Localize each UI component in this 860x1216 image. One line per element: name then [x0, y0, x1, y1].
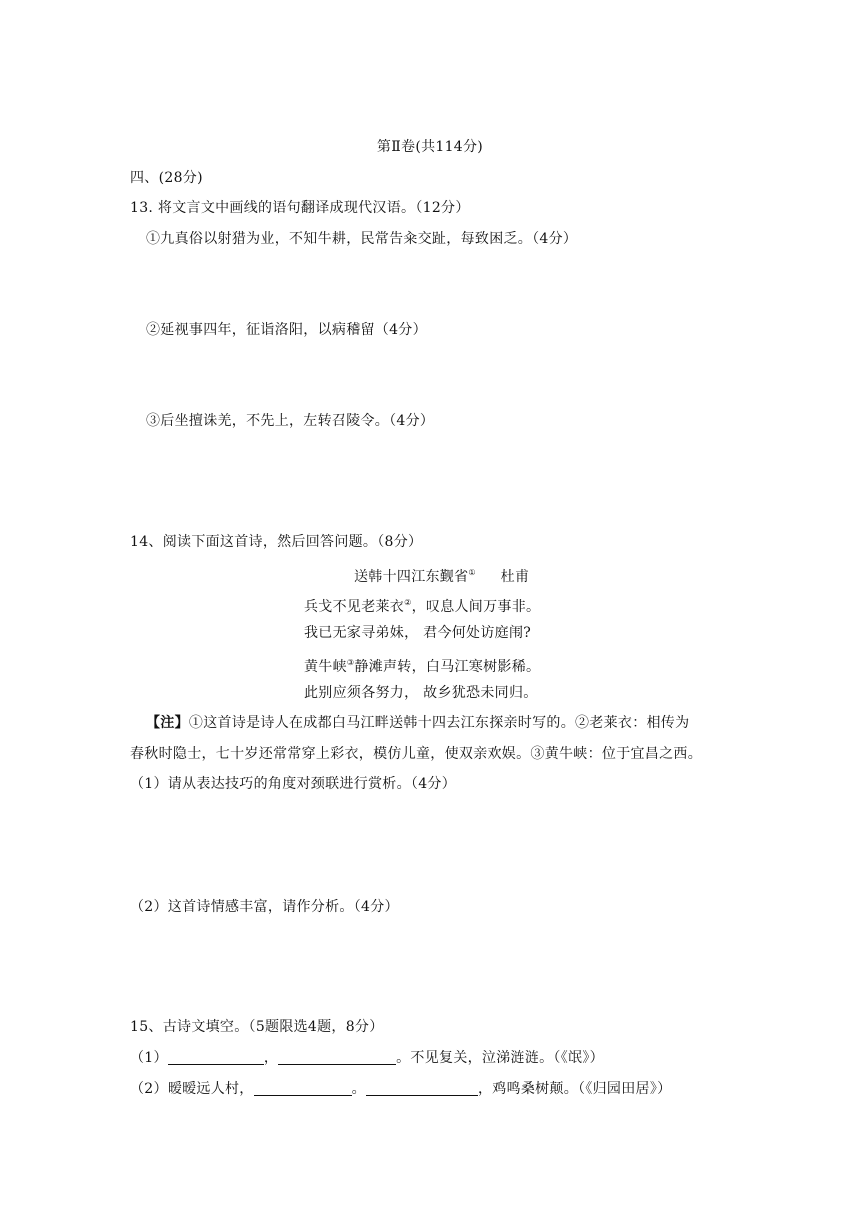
fill-blank-2[interactable]	[278, 1050, 396, 1065]
q15-line-1	[130, 1048, 604, 1068]
q15-line-2-tail: ，鸡鸣桑树颠。（《归园田居》）	[477, 1081, 672, 1097]
q15-line-2	[130, 1079, 671, 1099]
poem-line-4-b: 故乡犹恐未同归。	[418, 685, 538, 701]
poem-line-2-a: 我已无家寻弟妹，	[304, 625, 419, 641]
poem-title-footnote-mark: ①	[468, 568, 476, 577]
poem-line-3-mark: ③	[346, 658, 355, 667]
poem-line-1-b: ，叹息人间万事非。	[411, 599, 541, 615]
q15-line-2-sep1: 。	[351, 1081, 366, 1097]
q15-line-1-sep1: ，	[263, 1050, 279, 1066]
section-title: 第Ⅱ卷(共114分)	[376, 139, 484, 155]
note-label: 【注】	[146, 715, 189, 731]
q14-title: 14、阅读下面这首诗，然后回答问题。（8分）	[130, 534, 423, 550]
note-line-2: 春秋时隐士，七十岁还常常穿上彩衣，模仿儿童，使双亲欢娱。③黄牛峡：位于宜昌之西。	[130, 746, 702, 762]
fill-blank-3[interactable]	[254, 1081, 352, 1096]
poem-line-2-b: 君今何处访庭闱?	[418, 625, 532, 641]
q15-line-2-pre: 暧暧远人村，	[167, 1081, 254, 1097]
q13-item-2: ②延视事四年，征诣洛阳，以病稽留（4分）	[146, 322, 427, 338]
poem-title: 送韩十四江东觐省	[354, 569, 469, 585]
poem-line-3-b: 静滩声转，白马江寒树影稀。	[354, 659, 541, 675]
poem-line-1-mark: ②	[404, 598, 412, 607]
part-four-heading: 四、(28分)	[130, 170, 203, 186]
poem-line-2	[304, 623, 531, 643]
q15-line-1-number: （1）	[130, 1050, 168, 1066]
poem-line-1-a: 兵戈不见老莱衣	[304, 599, 405, 615]
q13-title: 13. 将文言文中画线的语句翻译成现代汉语。（12分）	[130, 200, 470, 216]
poem-line-1	[304, 593, 540, 617]
note-line-1	[146, 713, 689, 733]
poem-line-4-a: 此别应须各努力，	[304, 685, 419, 701]
q14-sub-2: （2）这首诗情感丰富，请作分析。（4分）	[130, 899, 399, 915]
q13-item-1: ①九真俗以射猎为业，不知牛耕，民常告籴交趾，每致困乏。（4分）	[146, 231, 578, 247]
fill-blank-4[interactable]	[366, 1081, 478, 1096]
q15-line-1-tail: 。不见复关，泣涕涟涟。（《氓》）	[396, 1050, 604, 1066]
note-text-1: ①这首诗是诗人在成都白马江畔送韩十四去江东探亲时写的。②老莱衣：相传为	[188, 715, 690, 731]
poem-author: 杜甫	[500, 569, 530, 585]
poem-line-4	[304, 683, 538, 703]
poem-line-3-a: 黄牛峡	[304, 659, 347, 675]
fill-blank-1[interactable]	[168, 1050, 264, 1065]
q14-sub-1: （1）请从表达技巧的角度对颈联进行赏析。（4分）	[130, 776, 457, 792]
q15-title: 15、古诗文填空。（5题限选4题，8分）	[130, 1019, 384, 1035]
q15-line-2-number: （2）	[130, 1081, 168, 1097]
q13-item-3: ③后坐擅诛羌，不先上，左转召陵令。（4分）	[146, 413, 435, 429]
poem-title-line	[354, 563, 529, 587]
poem-line-3	[304, 653, 540, 677]
